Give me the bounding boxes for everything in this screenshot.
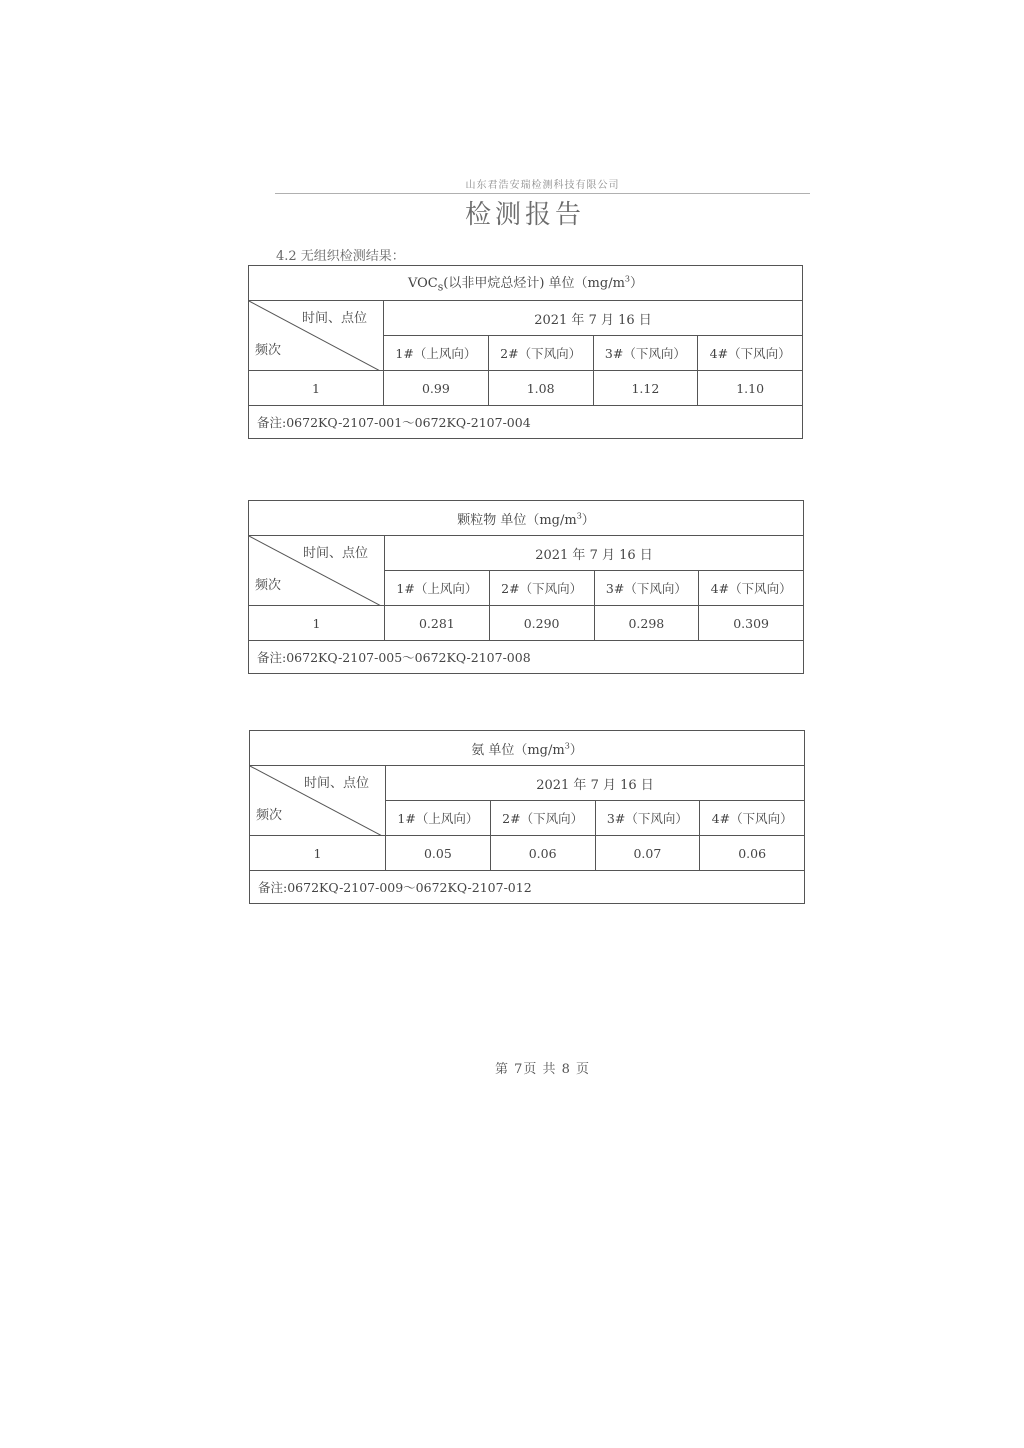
diagonal-header-cell xyxy=(249,536,385,606)
document-title: 检测报告 xyxy=(464,200,585,230)
station-header: 3#（下风向） xyxy=(595,801,700,836)
station-header: 4#（下风向） xyxy=(698,336,803,371)
station-header: 1#（上风向） xyxy=(386,801,491,836)
station-header: 4#（下风向） xyxy=(700,801,805,836)
station-header: 2#（下风向） xyxy=(488,336,593,371)
section-heading: 4.2 无组织检测结果： xyxy=(276,249,405,264)
ammonia-results-table xyxy=(249,730,805,904)
table-caption: $VOC_s$(以非甲烷总烃计) 单位$(mg/m^3)$ xyxy=(249,266,803,301)
voc-results-table xyxy=(248,265,803,439)
time-point-label: 时间、点位 xyxy=(301,311,367,326)
value-cell: 0.309 xyxy=(699,606,804,641)
station-header: 3#（下风向） xyxy=(594,571,699,606)
table-note: 备注:0672KQ-2107-001～0672KQ-2107-004 xyxy=(249,406,803,439)
table-caption: 氨 单位$(mg/m^3)$ xyxy=(250,731,805,766)
particulate-results-table xyxy=(248,500,804,674)
company-name: 山东君浩安瑞检测科技有限公司 xyxy=(465,180,620,191)
value-cell: 1.12 xyxy=(593,371,698,406)
value-cell: 0.281 xyxy=(385,606,490,641)
sampling-date: 2021 年 7 月 16 日 xyxy=(385,536,804,571)
frequency-label: 频次 xyxy=(256,808,283,823)
value-cell: 1.10 xyxy=(698,371,803,406)
sampling-date: 2021 年 7 月 16 日 xyxy=(386,766,805,801)
value-cell: 0.06 xyxy=(700,836,805,871)
time-point-label: 时间、点位 xyxy=(303,776,369,791)
table-note: 备注:0672KQ-2107-005～0672KQ-2107-008 xyxy=(249,641,804,674)
station-header: 1#（上风向） xyxy=(384,336,489,371)
station-header: 2#（下风向） xyxy=(489,571,594,606)
value-cell: 0.298 xyxy=(594,606,699,641)
value-cell: 1.08 xyxy=(488,371,593,406)
value-cell: 0.290 xyxy=(489,606,594,641)
station-header: 3#（下风向） xyxy=(593,336,698,371)
frequency-cell: 1 xyxy=(249,606,385,641)
table-row xyxy=(249,371,803,406)
frequency-label: 频次 xyxy=(255,578,282,593)
table-row xyxy=(250,836,805,871)
table-note: 备注:0672KQ-2107-009～0672KQ-2107-012 xyxy=(250,871,805,904)
time-point-label: 时间、点位 xyxy=(302,546,368,561)
frequency-cell: 1 xyxy=(249,371,384,406)
value-cell: 0.99 xyxy=(384,371,489,406)
sampling-date: 2021 年 7 月 16 日 xyxy=(384,301,803,336)
frequency-label: 频次 xyxy=(255,343,282,358)
page-number: 第 7页 共 8 页 xyxy=(494,1062,591,1077)
station-header: 4#（下风向） xyxy=(699,571,804,606)
table-row xyxy=(249,606,804,641)
diagonal-header-cell xyxy=(249,301,384,371)
station-header: 1#（上风向） xyxy=(385,571,490,606)
station-header: 2#（下风向） xyxy=(490,801,595,836)
value-cell: 0.06 xyxy=(490,836,595,871)
diagonal-header-cell xyxy=(250,766,386,836)
table-caption: 颗粒物 单位$(mg/m^3)$ xyxy=(249,501,804,536)
frequency-cell: 1 xyxy=(250,836,386,871)
value-cell: 0.05 xyxy=(386,836,491,871)
value-cell: 0.07 xyxy=(595,836,700,871)
